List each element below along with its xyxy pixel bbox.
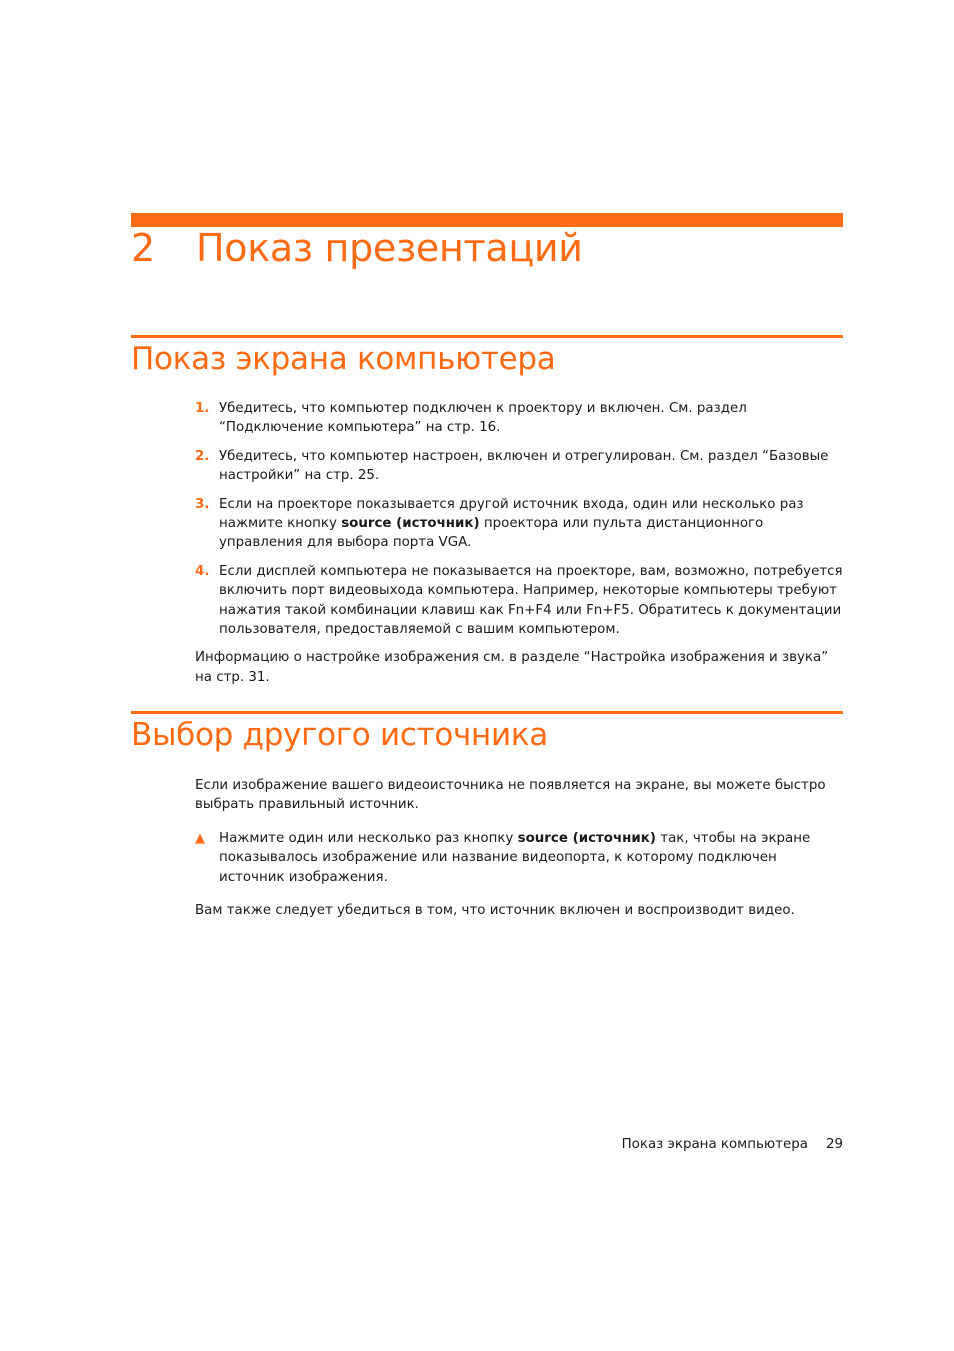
section-rule-2 [131,711,843,714]
page-footer [622,1137,843,1152]
step-marker: 2. [195,448,210,464]
list-item [195,399,845,438]
page-number: 29 [825,1137,843,1152]
step-text-after: проектора или пульта дистанционного управления для выбора порта VGA. [219,516,764,551]
step-text-before: Если на проекторе показывается другой источник входа, один или несколько раз нажмите кнопку [219,496,804,532]
step-marker: 1. [195,401,210,416]
section2-intro: Если изображение вашего видеоисточника не появляется на экране, вы можете быстро выбрать правильный источник. [195,778,826,813]
step-text: Если дисплей компьютера не показывается на проекторе, вам, возможно, потребуется включить порт видеовыхода компьютера. Например, некоторые компьютеры требуют нажатия такой комбинации клавиш как Fn+F4 или Fn+F5. Обратитесь к документации пользователя, предоставляемой с вашим компьютером. [219,563,843,638]
image-settings-note: Информацию о настройке изображения см. в разделе “Настройка изображения и звука” на стр. 31. [195,650,829,685]
bullet-text-after: так, чтобы на экране показывалось изображение или название видеопорта, к которому подключен источник изображения. [219,830,811,885]
bullet-item [195,829,845,887]
step-text: Убедитесь, что компьютер подключен к проектору и включен. См. раздел “Подключение компьютера” на стр. 16. [219,401,747,436]
section-heading-select-source: Выбор другого источника [131,717,548,753]
source-button-label: source (источник) [341,516,480,532]
step-text: Убедитесь, что компьютер настроен, включен и отрегулирован. См. раздел “Базовые настройки” на стр. 25. [219,448,829,484]
step-marker: 4. [195,563,210,579]
step-marker: 3. [195,496,210,512]
section2-closing: Вам также следует убедиться в том, что источник включен и воспроизводит видео. [195,903,795,919]
section2-body [195,776,845,920]
section-heading-show-screen: Показ экрана компьютера [131,341,556,377]
chapter-bar [131,213,843,227]
chapter-title [131,226,583,270]
list-item [195,447,845,486]
triangle-icon: ▲ [195,830,205,846]
chapter-number: 2 [131,226,155,270]
list-item [195,495,845,553]
chapter-title-text: Показ презентаций [196,226,583,270]
steps-list [195,399,845,639]
source-button-label: source (источник) [517,830,657,846]
section-rule-1 [131,335,843,338]
footer-section-name: Показ экрана компьютера [621,1137,808,1152]
bullet-text-before: Нажмите один или несколько раз кнопку [219,830,518,846]
list-item [195,562,845,640]
section1-body [195,399,845,687]
